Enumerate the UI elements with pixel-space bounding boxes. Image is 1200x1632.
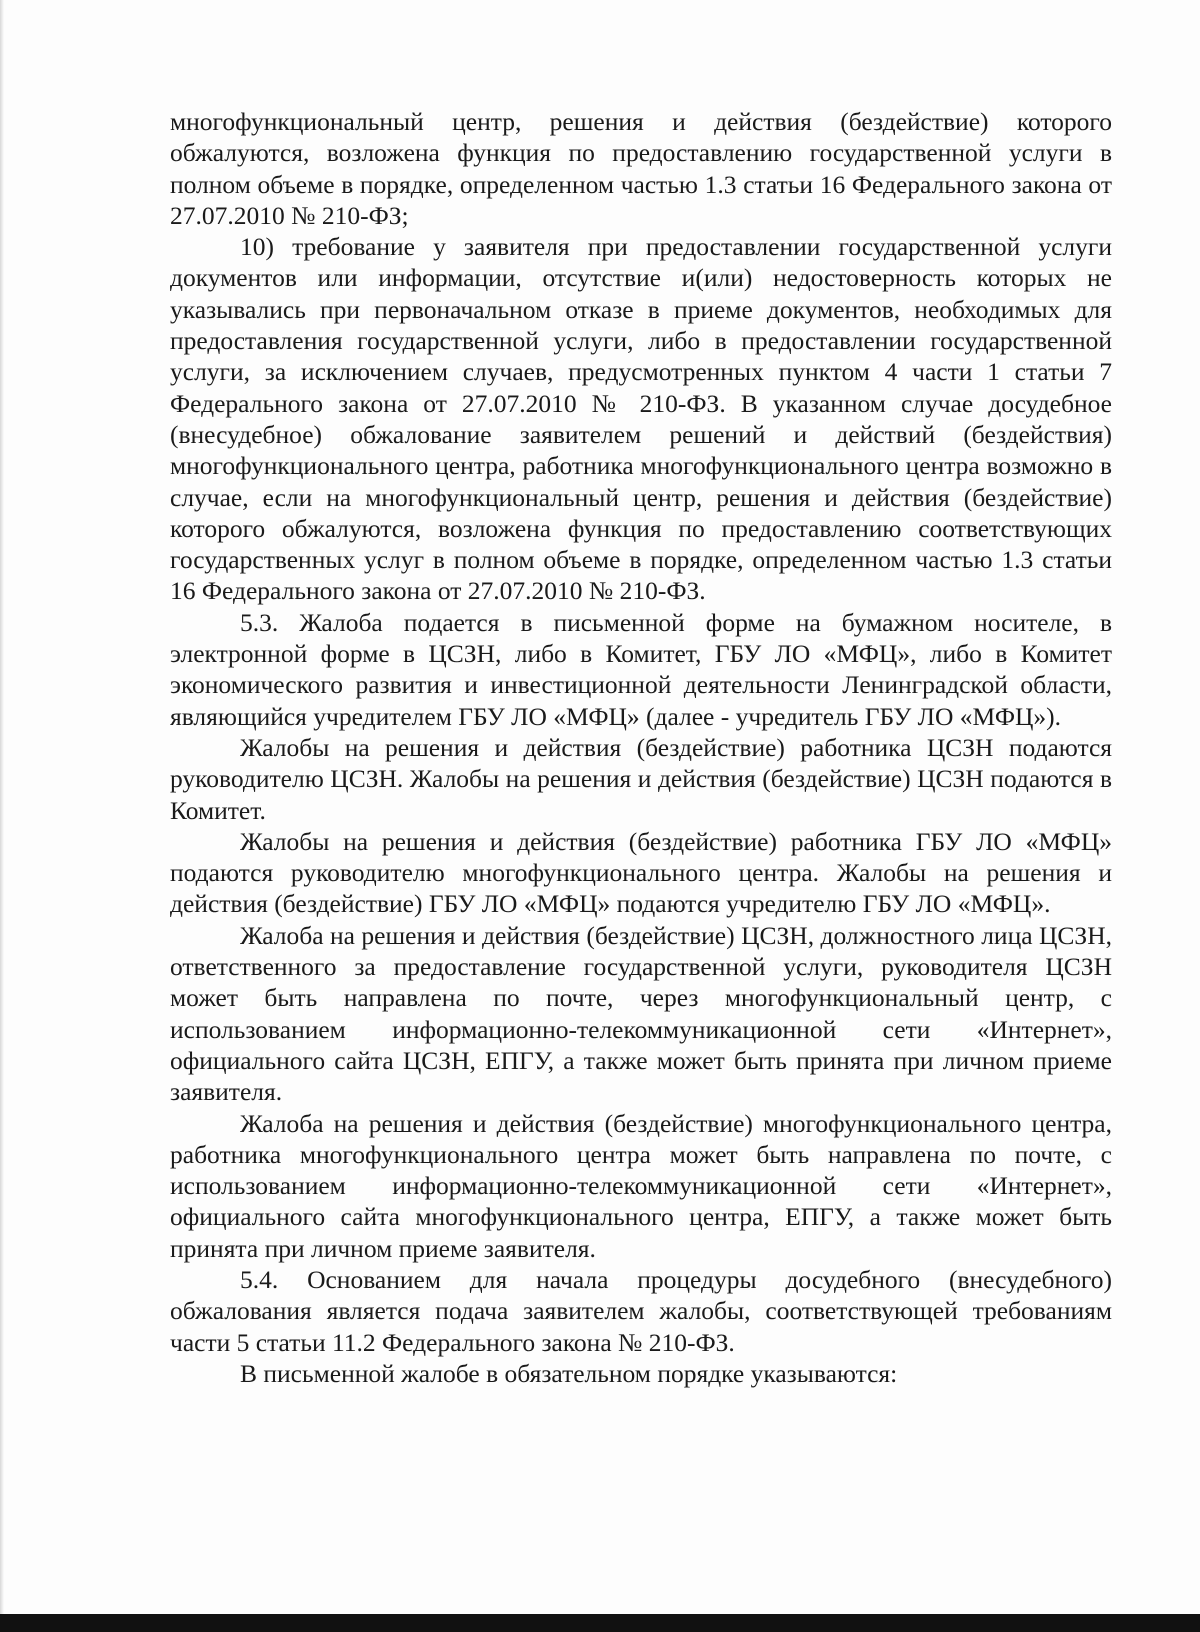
paragraph-continuation: многофункциональный центр, решения и действия (бездействие) которого обжалуются, возложена функция по предоставлению государственной услуги в полном объеме в порядке, определенном частью 1.3 статьи 16 Федерального закона от 27.07.2010 № 210-ФЗ; — [170, 107, 1112, 230]
paragraph-item-10: 10) требование у заявителя при предоставлении государственной услуги документов или информации, отсутствие и(или) недостоверность которых не указывались при первоначальном отказе в приеме документов, необходимых для предоставления государственной услуги, либо в предоставлении государственной услуги, за исключением случаев, предусмотренных пунктом 4 части 1 статьи 7 Федерального закона от 27.07.2010 № 210-ФЗ. В указанном случае досудебное (внесудебное) обжалование заявителем решений и действий (бездействия) многофункционального центра, работника многофункционального центра возможно в случае, если на многофункциональный центр, решения и действия (бездействие) которого обжалуются, возложена функция по предоставлению соответствующих государственных услуг в полном объеме в порядке, определенном частью 1.3 статьи 16 Федерального закона от 27.07.2010 № 210-ФЗ. — [170, 232, 1112, 606]
paragraph-complaint-cszn-channels: Жалоба на решения и действия (бездействие) ЦСЗН, должностного лица ЦСЗН, ответственного за предоставление государственной услуги, руководителя ЦСЗН может быть направлена по почте, через многофункциональный центр, с использованием информационно-телекоммуникационной сети «Интернет», официального сайта ЦСЗН, ЕПГУ, а также может быть принята при личном приеме заявителя. — [170, 920, 1112, 1107]
scan-edge-shadow — [0, 0, 4, 1632]
paragraph-complaints-cszn: Жалобы на решения и действия (бездействие) работника ЦСЗН подаются руководителю ЦСЗН. Жалобы на решения и действия (бездействие) ЦСЗН подаются в Комитет. — [170, 732, 1112, 825]
paragraph-written-complaint: В письменной жалобе в обязательном порядке указываются: — [240, 1358, 898, 1388]
paragraph-complaint-mfc-channels: Жалоба на решения и действия (бездействие) многофункционального центра, работника многофункционального центра может быть направлена по почте, с использованием информационно-телекоммуникационной сети «Интернет», официального сайта многофункционального центра, ЕПГУ, а также может быть принята при личном приеме заявителя. — [170, 1108, 1112, 1263]
scan-bottom-border — [0, 1614, 1200, 1632]
paragraph-complaints-mfc: Жалобы на решения и действия (бездействие) работника ГБУ ЛО «МФЦ» подаются руководителю многофункционального центра. Жалобы на решения и действия (бездействие) ГБУ ЛО «МФЦ» подаются учредителю ГБУ ЛО «МФЦ». — [170, 826, 1112, 919]
paragraph-5-4: 5.4. Основанием для начала процедуры досудебного (внесудебного) обжалования является подача заявителем жалобы, соответствующей требованиям части 5 статьи 11.2 Федерального закона № 210-ФЗ. — [170, 1264, 1112, 1357]
document-body — [170, 106, 1112, 1389]
paragraph-5-3: 5.3. Жалоба подается в письменной форме на бумажном носителе, в электронной форме в ЦСЗН, либо в Комитет, ГБУ ЛО «МФЦ», либо в Комитет экономического развития и инвестиционной деятельности Ленинградской области, являющийся учредителем ГБУ ЛО «МФЦ» (далее - учредитель ГБУ ЛО «МФЦ»). — [170, 607, 1112, 731]
